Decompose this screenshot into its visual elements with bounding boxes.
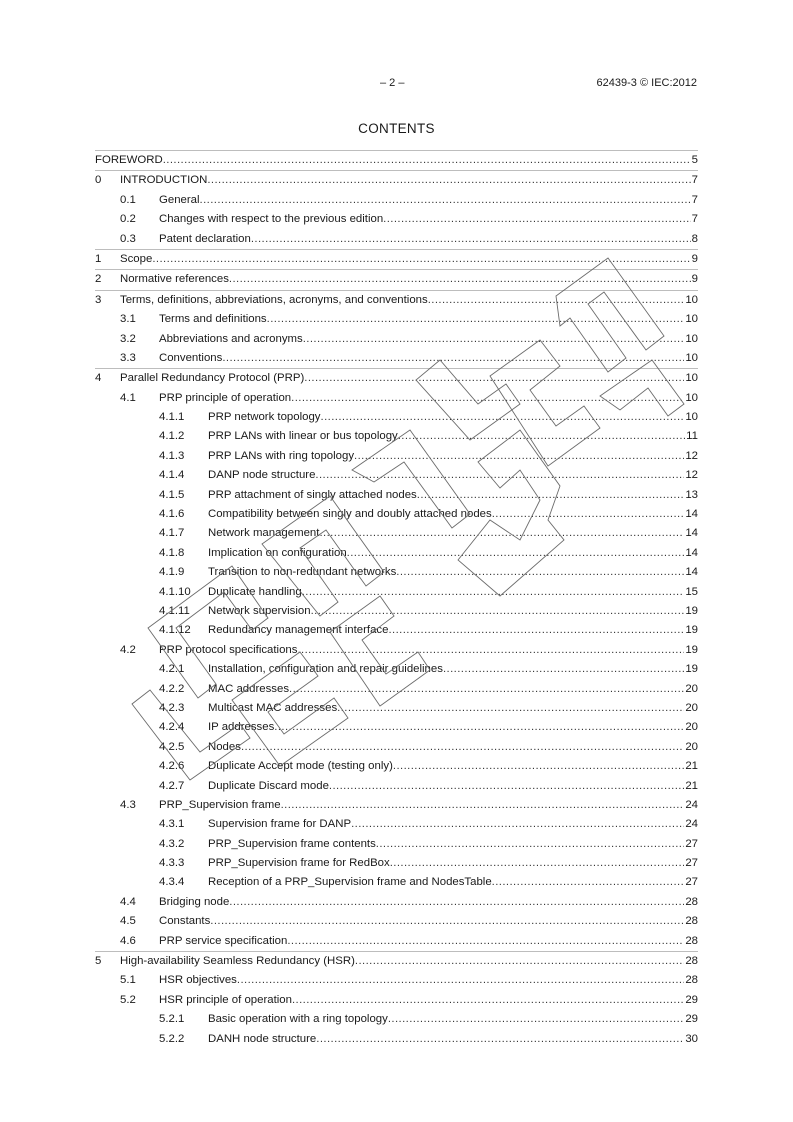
toc-entry[interactable]	[95, 505, 698, 524]
toc-entry-line	[208, 427, 698, 446]
dot-leader	[388, 1010, 685, 1029]
toc-entry-page-number: 13	[685, 488, 698, 501]
toc-entry-page-number: 27	[685, 857, 698, 870]
toc-entry-number: 5.2.2	[159, 1032, 185, 1045]
dot-leader	[311, 602, 685, 621]
toc-entry-title: Supervision frame for DANP	[208, 818, 352, 831]
toc-entry-page-number: 12	[685, 469, 698, 482]
toc-entry-title: PRP principle of operation	[159, 391, 292, 404]
toc-entry-page-number: 28	[685, 974, 698, 987]
toc-entry-number: 4.1	[120, 391, 136, 404]
toc-entry-title: IP addresses	[208, 721, 275, 734]
toc-entry-number: 4.1.3	[159, 449, 185, 462]
toc-entry-line	[208, 854, 698, 873]
toc-entry-title: Parallel Redundancy Protocol (PRP)	[120, 372, 305, 385]
toc-entry[interactable]	[95, 210, 698, 229]
toc-entry-page-number: 20	[685, 682, 698, 695]
toc-entry-page-number: 19	[685, 604, 698, 617]
toc-entry-line	[95, 151, 698, 170]
toc-entry[interactable]	[95, 641, 698, 660]
toc-entry-title: FOREWORD	[95, 154, 163, 166]
toc-entry[interactable]	[95, 991, 698, 1010]
dot-leader	[492, 505, 685, 524]
dot-leader	[303, 330, 685, 349]
toc-entry-line	[208, 680, 698, 699]
toc-entry-line	[208, 408, 698, 427]
toc-entry[interactable]	[95, 486, 698, 505]
toc-entry-title: Duplicate Accept mode (testing only)	[208, 760, 393, 773]
toc-entry-number: 4.2.7	[159, 779, 185, 792]
toc-entry-number: 5.1	[120, 974, 136, 987]
dot-leader	[351, 815, 684, 834]
toc-entry-page-number: 29	[685, 1013, 698, 1026]
dot-leader	[316, 1030, 684, 1049]
toc-entry-page-number: 10	[685, 411, 698, 424]
toc-entry-title: High-availability Seamless Redundancy (HSR)	[120, 955, 355, 968]
toc-entry-line	[208, 486, 698, 505]
toc-entry[interactable]	[95, 408, 698, 427]
toc-entry-line	[159, 796, 698, 815]
dot-leader	[222, 349, 684, 368]
dot-leader	[229, 893, 684, 912]
dot-leader	[297, 641, 684, 660]
toc-entry-line	[208, 873, 698, 892]
toc-entry-page-number: 14	[685, 508, 698, 521]
toc-entry[interactable]	[95, 873, 698, 892]
toc-entry-page-number: 21	[685, 779, 698, 792]
toc-entry-line	[159, 349, 698, 368]
toc-entry[interactable]	[95, 330, 698, 349]
toc-entry[interactable]	[95, 854, 698, 873]
dot-leader	[229, 270, 691, 289]
dot-leader	[492, 873, 685, 892]
toc-entry-number: 4.1.8	[159, 546, 185, 559]
toc-entry-page-number: 7	[691, 193, 698, 206]
toc-entry-number: 2	[95, 273, 102, 286]
toc-entry-number: 0.2	[120, 213, 136, 226]
toc-entry-page-number: 10	[685, 372, 698, 385]
toc-entry-title: INTRODUCTION	[120, 174, 208, 187]
toc-entry-number: 4.1.9	[159, 566, 185, 579]
toc-entry-number: 4.1.4	[159, 469, 185, 482]
toc-entry-title: Duplicate handling	[208, 585, 302, 598]
toc-entry-page-number: 28	[685, 955, 698, 968]
toc-entry-title: PRP_Supervision frame for RedBox	[208, 857, 390, 870]
dot-leader	[388, 621, 684, 640]
toc-entry[interactable]	[95, 191, 698, 210]
toc-entry-page-number: 19	[685, 663, 698, 676]
toc-entry[interactable]	[95, 1030, 698, 1049]
toc-entry-title: General	[159, 193, 200, 206]
toc-entry-line	[159, 210, 698, 229]
dot-leader	[302, 583, 685, 602]
toc-entry-number: 4.3.3	[159, 857, 185, 870]
toc-entry-title: Terms and definitions	[159, 313, 267, 326]
toc-entry-number: 4.2.6	[159, 760, 185, 773]
toc-entry-page-number: 5	[691, 154, 698, 166]
dot-leader	[376, 835, 685, 854]
toc-entry-line	[208, 815, 698, 834]
dot-leader	[337, 699, 684, 718]
dot-leader	[390, 854, 685, 873]
toc-entry[interactable]	[95, 893, 698, 912]
toc-entry-number: 4.1.2	[159, 430, 185, 443]
toc-entry-number: 4.1.12	[159, 624, 191, 637]
toc-entry-title: Duplicate Discard mode	[208, 779, 329, 792]
toc-entry-page-number: 9	[691, 273, 698, 286]
toc-entry-line	[159, 912, 698, 931]
toc-entry[interactable]	[95, 912, 698, 931]
toc-entry-line	[208, 1030, 698, 1049]
toc-entry-line	[159, 893, 698, 912]
dot-leader	[251, 230, 691, 249]
dot-leader	[329, 777, 684, 796]
toc-entry[interactable]	[95, 699, 698, 718]
toc-entry[interactable]	[95, 249, 698, 269]
dot-leader	[428, 291, 685, 310]
toc-entry-line	[159, 971, 698, 990]
toc-entry-page-number: 15	[685, 585, 698, 598]
toc-entry-number: 5	[95, 955, 102, 968]
toc-entry-number: 4.2.1	[159, 663, 185, 676]
dot-leader	[200, 191, 691, 210]
toc-entry-title: HSR objectives	[159, 974, 237, 987]
dot-leader	[207, 171, 690, 190]
toc-entry-number: 4.3.2	[159, 837, 185, 850]
dot-leader	[292, 991, 684, 1010]
dot-leader	[274, 718, 684, 737]
toc-entry-page-number: 24	[685, 818, 698, 831]
toc-entry[interactable]	[95, 796, 698, 815]
dot-leader	[398, 427, 685, 446]
toc-entry-title: Abbreviations and acronyms	[159, 332, 303, 345]
toc-entry-number: 4.1.11	[159, 604, 190, 617]
toc-entry[interactable]	[95, 427, 698, 446]
dot-leader	[152, 250, 690, 269]
toc-entry-line	[159, 389, 698, 408]
toc-entry-number: 0.3	[120, 232, 136, 245]
toc-entry-page-number: 20	[685, 740, 698, 753]
toc-entry[interactable]	[95, 815, 698, 834]
toc-entry[interactable]	[95, 835, 698, 854]
toc-entry-number: 4.3.1	[159, 818, 185, 831]
toc-entry-page-number: 10	[685, 351, 698, 364]
toc-entry-number: 0.1	[120, 193, 136, 206]
toc-entry-line	[120, 250, 698, 269]
toc-entry-page-number: 9	[691, 252, 698, 265]
table-of-contents	[95, 150, 698, 1049]
toc-entry-page-number: 28	[685, 915, 698, 928]
toc-entry[interactable]	[95, 524, 698, 543]
dot-leader	[287, 932, 684, 951]
toc-entry-page-number: 7	[691, 174, 698, 187]
dot-leader	[354, 447, 684, 466]
dot-leader	[347, 544, 685, 563]
dot-leader	[417, 486, 685, 505]
toc-entry[interactable]	[95, 583, 698, 602]
toc-entry-title: Normative references	[120, 273, 229, 286]
toc-entry-title: PRP service specification	[159, 934, 288, 947]
toc-entry-page-number: 19	[685, 643, 698, 656]
toc-entry[interactable]	[95, 621, 698, 640]
toc-entry[interactable]	[95, 971, 698, 990]
toc-entry-page-number: 21	[685, 760, 698, 773]
toc-entry-number: 4	[95, 372, 102, 385]
toc-entry-title: Changes with respect to the previous edition	[159, 213, 384, 226]
toc-entry-line	[120, 369, 698, 388]
toc-entry-line	[159, 330, 698, 349]
toc-entry[interactable]	[95, 349, 698, 368]
toc-entry-page-number: 14	[685, 527, 698, 540]
dot-leader	[291, 389, 684, 408]
dot-leader	[355, 952, 684, 971]
toc-entry-page-number: 10	[685, 391, 698, 404]
toc-entry-number: 4.2.2	[159, 682, 185, 695]
toc-entry-number: 4.6	[120, 934, 136, 947]
dot-leader	[289, 680, 684, 699]
toc-entry-line	[208, 583, 698, 602]
toc-entry-line	[208, 563, 698, 582]
toc-entry-number: 4.1.1	[159, 411, 185, 424]
toc-entry-title: PRP attachment of singly attached nodes	[208, 488, 417, 501]
toc-entry-number: 4.2	[120, 643, 136, 656]
toc-entry-page-number: 27	[685, 837, 698, 850]
toc-entry[interactable]	[95, 932, 698, 951]
dot-leader	[267, 310, 685, 329]
toc-entry-page-number: 24	[685, 798, 698, 811]
toc-entry-title: Installation, configuration and repair guidelines	[208, 663, 443, 676]
toc-entry-line	[208, 718, 698, 737]
toc-entry-title: MAC addresses	[208, 682, 290, 695]
toc-entry-number: 4.1.6	[159, 508, 185, 521]
toc-entry-number: 0	[95, 174, 102, 187]
toc-entry-line	[208, 544, 698, 563]
toc-entry[interactable]	[95, 466, 698, 485]
toc-entry[interactable]	[95, 290, 698, 310]
toc-entry-title: PRP LANs with ring topology	[208, 449, 355, 462]
standard-reference-header: 62439-3 © IEC:2012	[596, 77, 697, 89]
toc-entry-number: 3.1	[120, 313, 136, 326]
toc-entry-line	[208, 505, 698, 524]
dot-leader	[319, 524, 684, 543]
toc-entry[interactable]	[95, 368, 698, 388]
toc-entry[interactable]	[95, 389, 698, 408]
toc-entry-title: Compatibility between singly and doubly attached nodes	[208, 508, 492, 521]
toc-entry-title: PRP LANs with linear or bus topology	[208, 430, 398, 443]
toc-entry-number: 4.3	[120, 798, 136, 811]
toc-entry-line	[159, 932, 698, 951]
toc-entry-number: 4.5	[120, 915, 136, 928]
toc-entry-number: 4.1.7	[159, 527, 185, 540]
toc-entry-line	[208, 447, 698, 466]
toc-entry[interactable]	[95, 269, 698, 289]
contents-title: CONTENTS	[358, 121, 435, 136]
toc-entry-line	[159, 230, 698, 249]
toc-entry-title: Scope	[120, 252, 153, 265]
toc-entry-title: Bridging node	[159, 895, 230, 908]
toc-entry-line	[208, 466, 698, 485]
toc-entry-number: 4.1.5	[159, 488, 185, 501]
dot-leader	[237, 971, 684, 990]
toc-entry[interactable]	[95, 738, 698, 757]
toc-entry-title: DANP node structure	[208, 469, 316, 482]
toc-entry-page-number: 14	[685, 566, 698, 579]
toc-entry-title: PRP network topology	[208, 411, 321, 424]
dot-leader	[443, 660, 684, 679]
toc-entry-line	[208, 660, 698, 679]
toc-entry-line	[159, 641, 698, 660]
toc-entry[interactable]	[95, 680, 698, 699]
toc-entry-title: Basic operation with a ring topology	[208, 1013, 388, 1026]
toc-entry-title: Constants	[159, 915, 211, 928]
toc-entry-number: 4.4	[120, 895, 136, 908]
toc-entry[interactable]	[95, 1010, 698, 1029]
toc-entry-title: Terms, definitions, abbreviations, acronyms, and conventions	[120, 293, 428, 306]
toc-entry[interactable]	[95, 447, 698, 466]
toc-entry-line	[120, 291, 698, 310]
toc-entry-line	[208, 699, 698, 718]
toc-entry-page-number: 28	[685, 895, 698, 908]
toc-entry-page-number: 7	[691, 213, 698, 226]
toc-entry-page-number: 30	[685, 1032, 698, 1045]
toc-entry-title: Network supervision	[208, 604, 311, 617]
toc-entry[interactable]	[95, 310, 698, 329]
toc-entry-number: 4.2.4	[159, 721, 185, 734]
toc-entry-number: 3.3	[120, 351, 136, 364]
toc-entry-line	[208, 524, 698, 543]
toc-entry-number: 4.2.5	[159, 740, 185, 753]
toc-entry-line	[159, 991, 698, 1010]
toc-entry-line	[208, 777, 698, 796]
toc-entry-title: Network management	[208, 527, 320, 540]
toc-entry-page-number: 29	[685, 993, 698, 1006]
toc-entry-number: 4.1.10	[159, 585, 191, 598]
toc-entry-line	[208, 1010, 698, 1029]
toc-entry-line	[208, 757, 698, 776]
toc-entry-title: Nodes	[208, 740, 241, 753]
toc-entry-line	[208, 621, 698, 640]
toc-entry[interactable]	[95, 150, 698, 170]
dot-leader	[281, 796, 685, 815]
dot-leader	[383, 210, 691, 229]
toc-entry-number: 5.2	[120, 993, 136, 1006]
dot-leader	[304, 369, 684, 388]
toc-entry-title: Implication on configuration	[208, 546, 347, 559]
toc-entry-line	[208, 835, 698, 854]
toc-entry[interactable]	[95, 170, 698, 190]
toc-entry[interactable]	[95, 757, 698, 776]
toc-entry-page-number: 12	[685, 449, 698, 462]
toc-entry[interactable]	[95, 951, 698, 971]
toc-entry[interactable]	[95, 777, 698, 796]
dot-leader	[393, 757, 684, 776]
dot-leader	[210, 912, 684, 931]
toc-entry-line	[120, 952, 698, 971]
toc-entry[interactable]	[95, 544, 698, 563]
toc-entry[interactable]	[95, 718, 698, 737]
toc-entry-page-number: 28	[685, 934, 698, 947]
toc-entry-title: PRP_Supervision frame	[159, 798, 281, 811]
toc-entry-page-number: 27	[685, 876, 698, 889]
toc-entry[interactable]	[95, 563, 698, 582]
toc-entry-line	[208, 738, 698, 757]
toc-entry-title: Multicast MAC addresses	[208, 701, 338, 714]
toc-entry-title: Transition to non-redundant networks	[208, 566, 397, 579]
toc-entry-title: PRP protocol specifications	[159, 643, 298, 656]
toc-entry-number: 5.2.1	[159, 1013, 185, 1026]
toc-entry-line	[208, 602, 698, 621]
toc-entry-page-number: 19	[685, 624, 698, 637]
dot-leader	[315, 466, 684, 485]
dot-leader	[321, 408, 685, 427]
toc-entry-number: 4.2.3	[159, 701, 185, 714]
toc-entry-page-number: 8	[691, 232, 698, 245]
toc-entry-title: Redundancy management interface	[208, 624, 389, 637]
toc-entry-page-number: 10	[685, 332, 698, 345]
toc-entry-title: PRP_Supervision frame contents	[208, 837, 376, 850]
toc-entry-page-number: 20	[685, 701, 698, 714]
toc-entry-number: 4.3.4	[159, 876, 185, 889]
toc-entry-number: 3	[95, 293, 102, 306]
toc-entry-number: 3.2	[120, 332, 136, 345]
dot-leader	[396, 563, 684, 582]
toc-entry-title: Patent declaration	[159, 232, 251, 245]
toc-entry-line	[120, 171, 698, 190]
toc-entry-page-number: 10	[685, 293, 698, 306]
toc-entry-line	[120, 270, 698, 289]
toc-entry[interactable]	[95, 660, 698, 679]
toc-entry[interactable]	[95, 230, 698, 249]
toc-entry-title: Conventions	[159, 351, 223, 364]
toc-entry-page-number: 11	[686, 430, 698, 443]
toc-entry-line	[159, 191, 698, 210]
toc-entry[interactable]	[95, 602, 698, 621]
toc-entry-title: Reception of a PRP_Supervision frame and NodesTable	[208, 876, 492, 889]
toc-entry-page-number: 14	[685, 546, 698, 559]
toc-entry-title: DANH node structure	[208, 1032, 317, 1045]
toc-entry-page-number: 20	[685, 721, 698, 734]
toc-entry-page-number: 10	[685, 313, 698, 326]
page-number-header: – 2 –	[380, 77, 405, 89]
toc-entry-title: HSR principle of operation	[159, 993, 292, 1006]
dot-leader	[163, 151, 691, 170]
toc-entry-number: 1	[95, 252, 102, 265]
toc-entry-line	[159, 310, 698, 329]
dot-leader	[241, 738, 684, 757]
